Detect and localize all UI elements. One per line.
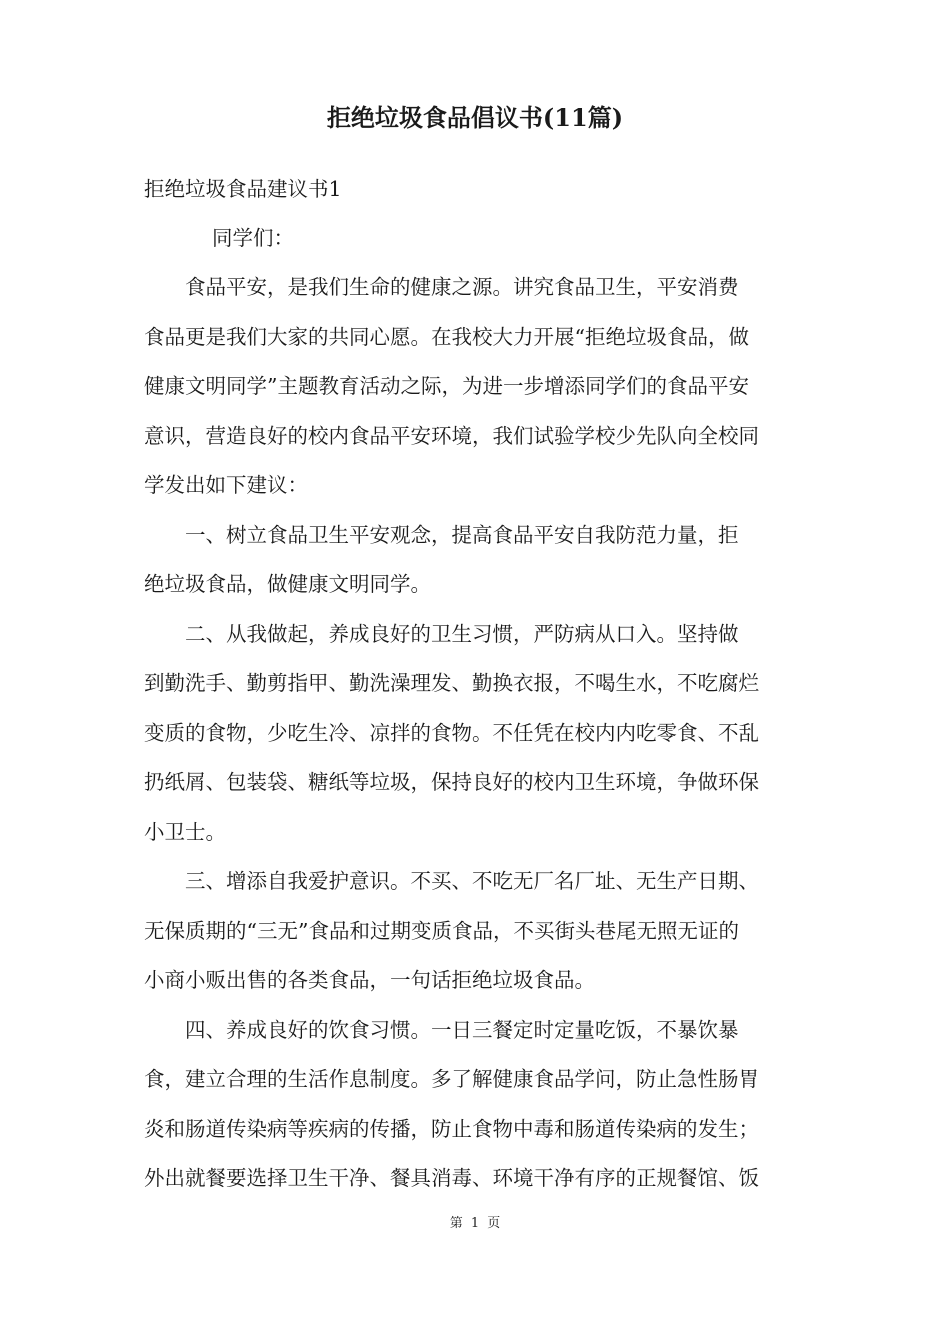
footer-prefix: 第 [449, 1216, 463, 1231]
paragraph-line: 学发出如下建议： [144, 473, 308, 497]
body-paragraph [144, 263, 820, 511]
paragraph-line: 食品更是我们大家的共同心愿。在我校大力开展“拒绝垃圾食品，做 [144, 324, 749, 349]
paragraph-line: 小卫士。 [144, 819, 226, 844]
paragraph-line: 外出就餐要选择卫生干净、餐具消毒、环境干净有序的正规餐馆、饭 [144, 1166, 759, 1190]
paragraph-line: 二、从我做起，养成良好的卫生习惯，严防病从口入。坚持做 [185, 621, 739, 646]
body-paragraph [144, 511, 820, 610]
paragraph-line: 三、增添自我爱护意识。不买、不吃无厂名厂址、无生产日期、 [185, 869, 759, 893]
paragraph-line: 食，建立合理的生活作息制度。多了解健康食品学问，防止急性肠胃 [144, 1067, 759, 1091]
paragraph-line: 食品平安，是我们生命的健康之源。讲究食品卫生，平安消费 [185, 275, 739, 299]
paragraph-line: 意识，营造良好的校内食品平安环境，我们试验学校少先队向全校同 [144, 423, 759, 448]
body-paragraph [144, 1006, 820, 1204]
paragraph-line: 一、树立食品卫生平安观念，提高食品平安自我防范力量，拒 [185, 522, 739, 547]
paragraph-line: 到勤洗手、勤剪指甲、勤洗澡理发、勤换衣报，不喝生水，不吃腐烂 [144, 671, 759, 695]
page-footer [0, 1214, 950, 1234]
body-paragraph [144, 857, 820, 1006]
paragraph-line: 炎和肠道传染病等疾病的传播，防止食物中毒和肠道传染病的发生； [144, 1116, 759, 1141]
paragraph-line: 变质的食物，少吃生冷、凉拌的食物。不任凭在校内内吃零食、不乱 [144, 720, 759, 745]
document-body [144, 165, 820, 1204]
paragraph-line: 扔纸屑、包装袋、糖纸等垃圾，保持良好的校内卫生环境，争做环保 [144, 770, 759, 794]
paragraph-line: 绝垃圾食品，做健康文明同学。 [144, 572, 431, 596]
footer-page-number: 1 [470, 1216, 480, 1231]
paragraph-line: 健康文明同学”主题教育活动之际，为进一步增添同学们的食品平安 [144, 374, 749, 398]
paragraph-list [144, 263, 820, 1204]
paragraph-line: 无保质期的“三无”食品和过期变质食品，不买街头巷尾无照无证的 [144, 918, 739, 943]
paragraph-line: 小商小贩出售的各类食品，一句话拒绝垃圾食品。 [144, 968, 595, 992]
salutation: 同学们： [212, 226, 294, 250]
body-paragraph [144, 610, 820, 858]
section-heading: 拒绝垃圾食品建议书1 [144, 177, 342, 201]
document-title: 拒绝垃圾食品倡议书(11篇) [326, 103, 624, 132]
footer-suffix: 页 [487, 1216, 501, 1231]
paragraph-line: 四、养成良好的饮食习惯。一日三餐定时定量吃饭，不暴饮暴 [185, 1017, 739, 1042]
